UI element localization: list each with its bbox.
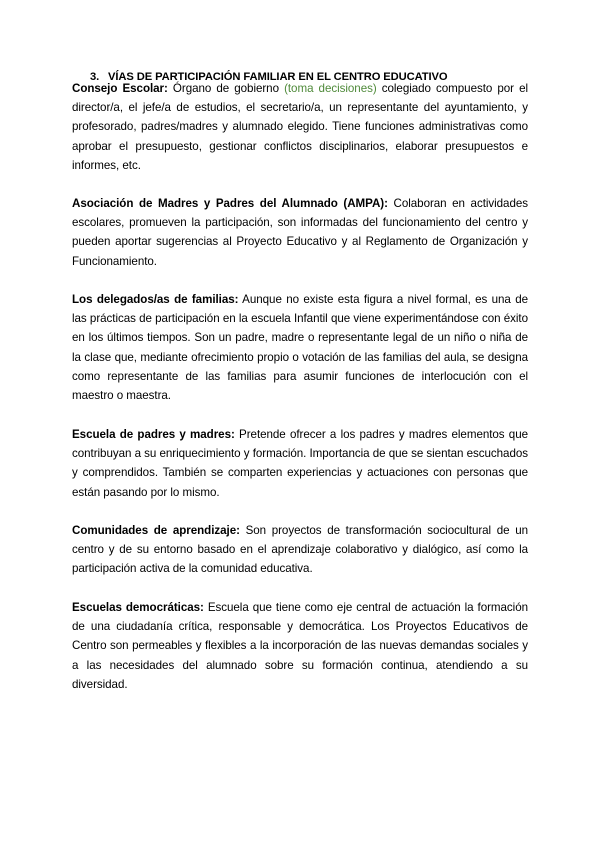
paragraph-text: Aunque no existe esta figura a nivel formal, es una de las prácticas de participación en la escuela Infantil que viene experimentándose con éxito en los últimos tiempos. Son un padre, madre o representante legal de un niño o niña de la clase que, mediante ofrecimiento propio o votación de las familias del aula, se designa como representante de las familias para asumir funciones de interlocución con el maestro o maestra. <box>72 293 528 403</box>
paragraph-escuela-padres <box>72 425 528 502</box>
highlighted-text: (toma decisiones) <box>284 82 377 95</box>
paragraph-label: Escuela de padres y madres: <box>72 428 235 441</box>
paragraph-text: Escuela que tiene como eje central de actuación la formación de una ciudadanía crítica, responsable y democrática. Los Proyectos Educativos de Centro son permeables y flexibles a la incorporación de las nuevas demandas sociales y a las necesidades del alumnado sobre su formación continua, atendiendo a su diversidad. <box>72 601 529 691</box>
heading-number: 3. <box>90 71 100 83</box>
heading-title: VÍAS DE PARTICIPACIÓN FAMILIAR EN EL CENTRO EDUCATIVO <box>108 71 448 83</box>
paragraph-label: Los delegados/as de familias: <box>72 293 239 306</box>
paragraph-text: colegiado compuesto por el director/a, el jefe/a de estudios, el secretario/a, un representante del ayuntamiento, y profesorado, padres/madres y alumnado elegido. Tiene funciones administrativas como aprobar el presupuesto, gestionar conflictos disciplinarios, elaborar presupuestos e informes, etc. <box>72 82 528 172</box>
paragraph-delegados-familias <box>72 290 528 405</box>
paragraph-text: Son proyectos de transformación sociocultural de un centro y de su entorno basado en el aprendizaje colaborativo y dialógico, así como la participación activa de la comunidad educativa. <box>72 524 528 576</box>
paragraph-label: Consejo Escolar: <box>72 82 168 95</box>
paragraph-text: Órgano de gobierno <box>167 82 285 95</box>
paragraph-escuelas-democraticas <box>72 598 528 694</box>
paragraph-text: Pretende ofrecer a los padres y madres elementos que contribuyan a su enriquecimiento y formación. Importancia de que se sientan escuchados y comprendidos. También se comparten experiencias y actuaciones con personas que están pasando por lo mismo. <box>72 428 528 499</box>
paragraph-label: Escuelas democráticas: <box>72 601 204 614</box>
paragraph-label: Asociación de Madres y Padres del Alumnado (AMPA): <box>72 197 388 210</box>
paragraph-ampa <box>72 194 528 271</box>
paragraph-consejo-escolar <box>72 79 528 175</box>
paragraph-text: Colaboran en actividades escolares, promueven la participación, son informadas del funcionamiento del centro y pueden aportar sugerencias al Proyecto Educativo y al Reglamento de Organización y Funcionamiento. <box>72 197 529 268</box>
paragraph-comunidades-aprendizaje <box>72 521 528 579</box>
paragraph-label: Comunidades de aprendizaje: <box>72 524 240 537</box>
